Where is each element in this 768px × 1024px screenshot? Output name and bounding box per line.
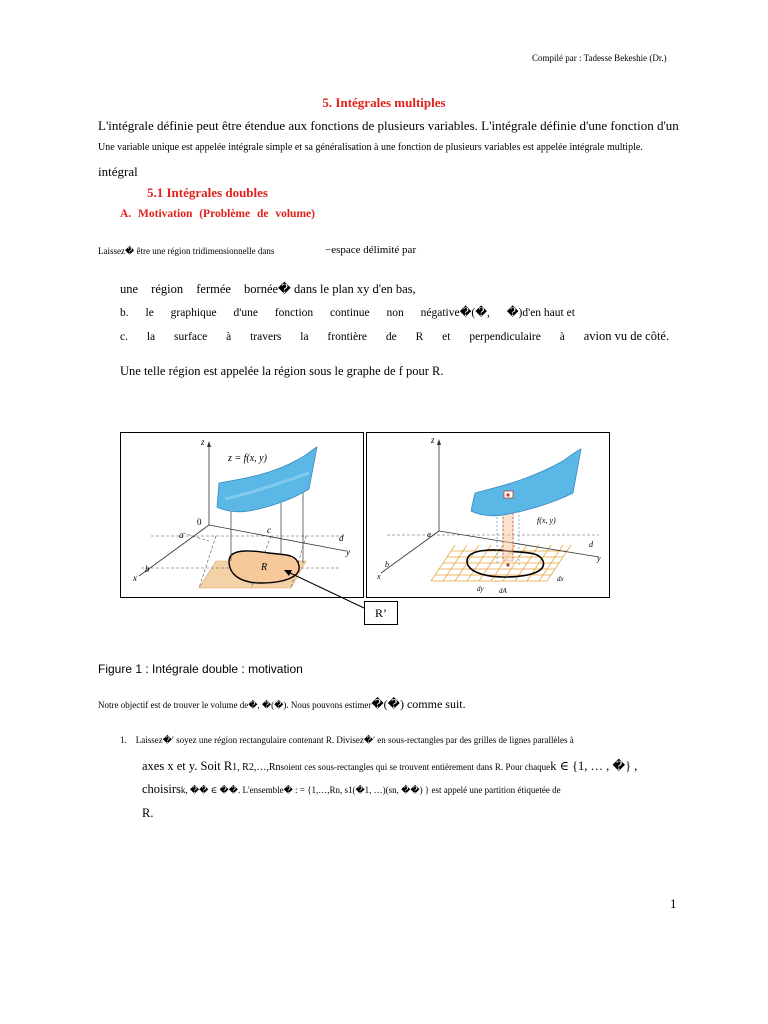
label-y-right: y [597,554,601,563]
list-item-a [120,281,416,297]
item-1-line-2 [142,758,637,774]
label-c: c [267,525,271,535]
volume-diagram-right [367,433,609,597]
chapter-title: 5. Intégrales multiples [322,95,446,110]
r-prime-box: R’ [364,601,398,625]
list-item-a-tail: dans le plan xy d'en bas, [290,282,416,296]
label-z: z [201,437,205,447]
list-item-b-main: b. le graphique d'une fonction continue non négative�(�, �)d'en [120,307,542,319]
region-sentence: Une telle région est appelée la région sous le graphe de f pour R. [120,364,444,378]
goal-sentence [98,697,466,712]
label-b: b [145,564,150,574]
figure-volume-right [366,432,610,598]
item-1-text: Laissez�′ soyez une région rectangulaire contenant R. Divisez�′ en sous-rectangles par des grilles de lignes parallèles à [135,735,574,745]
goal-small: Notre objectif est de trouver le volume de�, �(�). Nous pouvons estimer [98,700,372,710]
label-d-right: d [589,540,593,549]
label-x-right: x [377,572,381,581]
label-a-right: a [427,530,431,539]
subsection-heading: A. Motivation (Problème de volume) [120,208,315,220]
label-b-right: b [385,560,389,569]
intro-line-3: intégral [98,164,138,179]
label-a: a [179,530,184,540]
list-item-a-main: une région fermée bornée� [120,282,291,296]
surface-fxy-right [471,449,581,516]
list-item-c-tail: avion vu de côté. [583,329,670,343]
item-2-tail: k ∈ {1, … , �} , [550,759,638,773]
label-r: R [261,562,268,573]
page-number: 1 [670,896,677,911]
label-da: dA [499,587,507,595]
label-dx: dx [557,575,564,583]
item-1-line-3 [142,782,561,797]
list-item-b [120,305,575,319]
item-2-mid: 1, R2,…,Rn [232,762,281,773]
item-3-big: choisirs [142,782,181,796]
label-x: x [133,573,137,583]
y-axis [209,525,346,551]
list-item-c [120,329,669,344]
item-3-small: k, �� ∈ ��. L'ensemble� : = {1,…,Rn, s1(�1, …)(sn, ��) } est appelé une partition étiquetée de [180,785,561,795]
intro-line-1: L'intégrale définie peut être étendue aux fonctions de plusieurs variables. L'intégrale définie d'une fonction d'un [98,118,679,133]
item-1-line-4: R. [142,806,154,820]
label-fxy: z = f(x, y) [228,453,267,464]
label-z-right: z [431,435,435,445]
goal-big: �(�) comme suit. [371,697,466,711]
label-y: y [346,547,350,557]
label-fxy-small: f(x, y) [537,516,556,525]
label-zero: 0 [197,517,202,527]
label-dy: dy [477,585,484,593]
let-line-part-2: −espace délimité par [325,244,417,256]
item-2-small: soient ces sous-rectangles qui se trouvent entièrement dans R. Pour chaque [280,762,551,772]
item-2-big: axes x et y. Soit R [142,759,233,773]
let-line-part-1: Laissez� être une région tridimensionnelle dans [98,246,275,256]
page-header: Compilé par : Tadesse Bekeshie (Dr.) [532,53,667,63]
list-item-c-main: c. la surface à travers la frontière de R et perpendiculaire à [120,331,565,343]
intro-line-2: Une variable unique est appelée intégrale simple et sa généralisation à une fonction de plusieurs variables est appelée intégrale multiple. [98,142,643,153]
figure-caption: Figure 1 : Intégrale double : motivation [98,662,303,676]
numbered-item-1 [120,735,574,746]
x-axis [139,525,209,576]
item-number: 1. [120,735,127,745]
label-d: d [339,533,344,543]
list-item-b-tail: haut et [541,307,575,319]
section-heading: 5.1 Intégrales doubles [147,185,268,200]
